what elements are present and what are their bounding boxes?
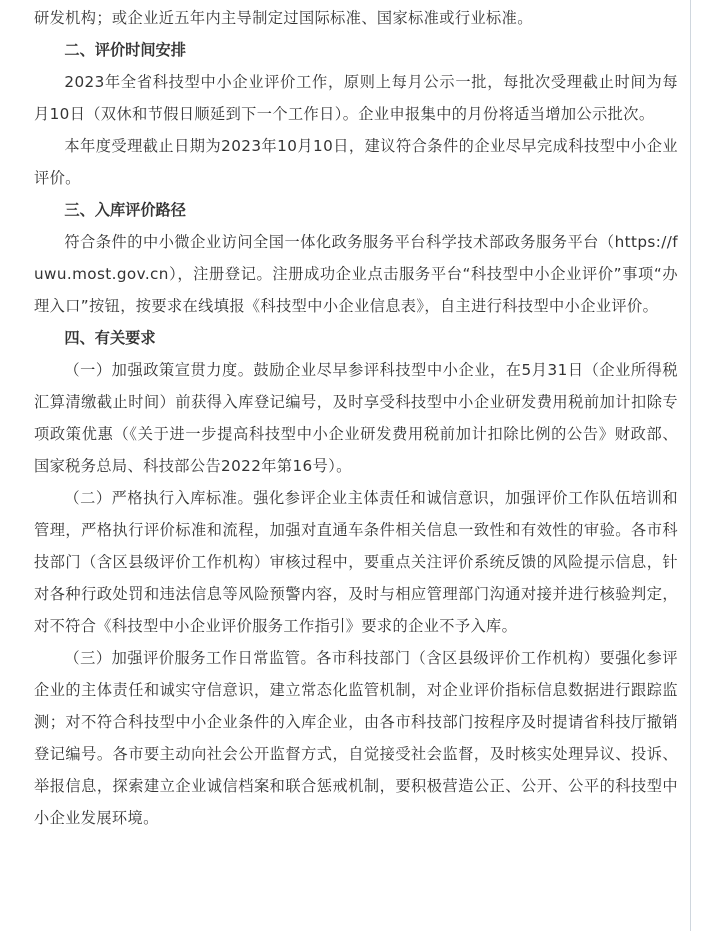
document-content — [34, 2, 678, 834]
section-heading-path: 三、入库评价路径 — [64, 201, 186, 219]
schedule-paragraph-1: 2023年全省科技型中小企业评价工作，原则上每月公示一批，每批次受理截止时间为每月10日（双休和节假日顺延到下一个工作日）。企业申报集中的月份将适当增加公示批次。 — [34, 73, 678, 123]
requirements-paragraph-2: （二）严格执行入库标准。强化参评企业主体责任和诚信意识，加强评价工作队伍培训和管理，严格执行评价标准和流程，加强对直通车条件相关信息一致性和有效性的审验。各市科技部门（含区县级评价工作机构）审核过程中，要重点关注评价系统反馈的风险提示信息，针对各种行政处罚和违法信息等风险预警内容，及时与相应管理部门沟通对接并进行核验判定，对不符合《科技型中小企业评价服务工作指引》要求的企业不予入库。 — [34, 489, 678, 635]
requirements-paragraph-1: （一）加强政策宣贯力度。鼓励企业尽早参评科技型中小企业，在5月31日（企业所得税汇算清缴截止时间）前获得入库登记编号，及时享受科技型中小企业研发费用税前加计扣除专项政策优惠（《关于进一步提高科技型中小企业研发费用税前加计扣除比例的公告》财政部、国家税务总局、科技部公告2022年第16号）。 — [34, 361, 678, 475]
intro-tail-paragraph: 研发机构；或企业近五年内主导制定过国际标准、国家标准或行业标准。 — [34, 9, 533, 27]
requirements-paragraph-3: （三）加强评价服务工作日常监管。各市科技部门（含区县级评价工作机构）要强化参评企业的主体责任和诚实守信意识，建立常态化监管机制，对企业评价指标信息数据进行跟踪监测；对不符合科技型中小企业条件的入库企业，由各市科技部门按程序及时提请省科技厅撤销登记编号。各市要主动向社会公开监督方式，自觉接受社会监督，及时核实处理异议、投诉、举报信息，探索建立企业诚信档案和联合惩戒机制，要积极营造公正、公开、公平的科技型中小企业发展环境。 — [34, 649, 678, 827]
section-heading-requirements: 四、有关要求 — [64, 329, 156, 347]
path-paragraph-1: 符合条件的中小微企业访问全国一体化政务服务平台科学技术部政务服务平台（https://fuwu.most.gov.cn），注册登记。注册成功企业点击服务平台“科技型中小企业评价”事项“办理入口”按钮，按要求在线填报《科技型中小企业信息表》，自主进行科技型中小企业评价。 — [34, 233, 678, 315]
schedule-paragraph-2: 本年度受理截止日期为2023年10月10日，建议符合条件的企业尽早完成科技型中小企业评价。 — [34, 137, 678, 187]
section-heading-schedule: 二、评价时间安排 — [64, 41, 186, 59]
